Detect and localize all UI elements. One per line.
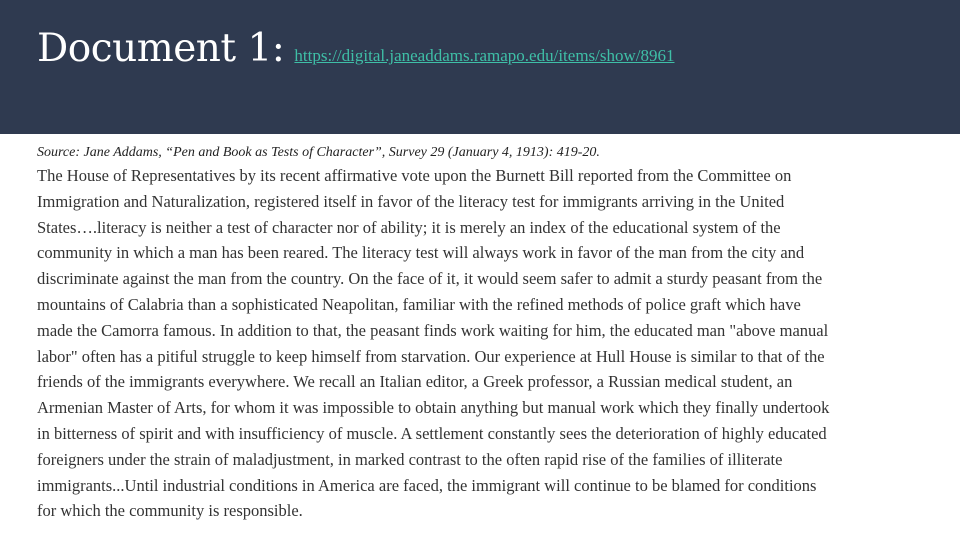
text-line: made the Camorra famous. In addition to that, the peasant finds work waiting for him, the educated man "above manual (37, 320, 829, 340)
document-text (37, 163, 937, 524)
text-line: Immigration and Naturalization, registered itself in favor of the literacy test for immigrants arriving in the United (37, 191, 785, 211)
header-banner (0, 0, 960, 134)
text-line: Armenian Master of Arts, for whom it was impossible to obtain anything but manual work which they finally undertook (37, 398, 830, 418)
page-title: Document 1: (37, 26, 285, 71)
text-line: States….literacy is neither a test of character nor of ability; it is merely an index of the educational system of the (37, 217, 781, 237)
source-citation: Source: Jane Addams, “Pen and Book as Tests of Character”, Survey 29 (January 4, 1913): 419-20. (37, 145, 600, 160)
text-line: in bitterness of spirit and with insufficiency of muscle. A settlement constantly sees the deterioration of highly educated (37, 423, 827, 443)
text-line: The House of Representatives by its recent affirmative vote upon the Burnett Bill reported from the Committee on (37, 166, 792, 185)
document-content (37, 145, 937, 524)
title-row (37, 26, 675, 71)
text-line: discriminate against the man from the country. On the face of it, it would seem safer to admit a sturdy peasant from the (37, 269, 823, 289)
text-line: community in which a man has been reared. The literacy test will always work in favor of the man from the city and (37, 243, 805, 263)
text-line: labor" often has a pitiful struggle to keep himself from starvation. Our experience at Hull House is similar to that of the (37, 346, 825, 366)
text-line: friends of the immigrants everywhere. We recall an Italian editor, a Greek professor, a Russian medical student, an (37, 372, 793, 392)
text-line: for which the community is responsible. (37, 501, 303, 521)
text-line: immigrants...Until industrial conditions in America are faced, the immigrant will continue to be blamed for conditions (37, 475, 817, 495)
source-link[interactable]: https://digital.janeaddams.ramapo.edu/items/show/8961 (294, 46, 675, 65)
text-line: foreigners under the strain of maladjustment, in marked contrast to the often rapid rise of the families of illiterate (37, 449, 783, 469)
text-line: mountains of Calabria than a sophisticated Neapolitan, familiar with the refined methods of police graft which have (37, 294, 801, 314)
